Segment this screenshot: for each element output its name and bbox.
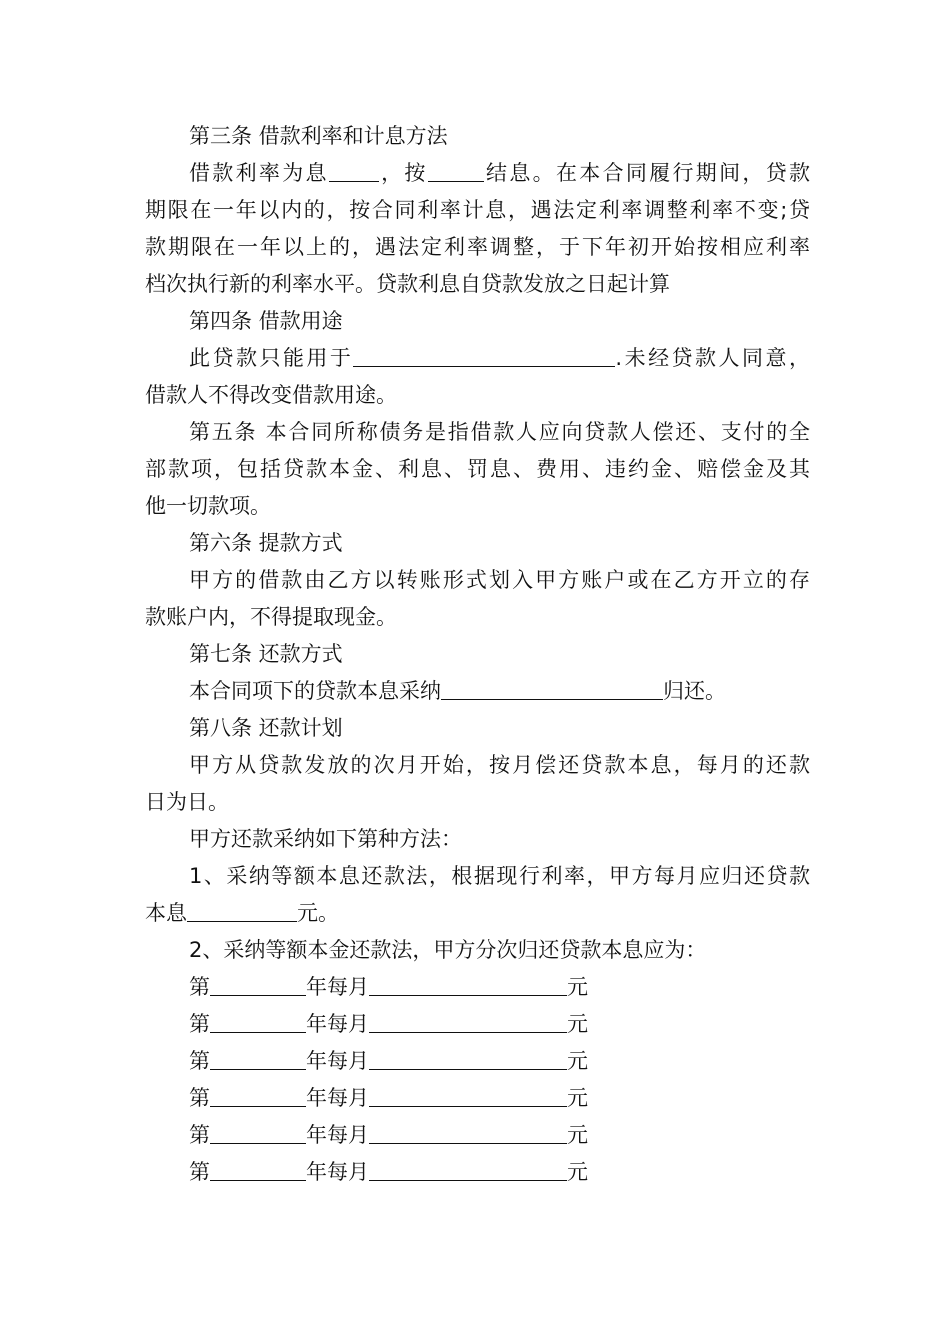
article-6-title: 第六条 提款方式 [189,531,343,555]
schedule-row: 第 年每月 元 [189,1086,588,1110]
amount-blank [369,1011,567,1033]
year-blank [210,1159,306,1181]
article-8-line-2: 日为日。 [145,790,229,814]
article-4-line-2: 借款人不得改变借款用途。 [145,383,397,407]
amount-blank [369,974,567,996]
article-7-title: 第七条 还款方式 [189,642,343,666]
year-blank [210,1011,306,1033]
article-6-line-1: 甲方的借款由乙方以转账形式划入甲方账户或在乙方开立的存 [189,568,810,592]
document-page [145,118,810,1191]
schedule-row: 第 年每月 元 [189,1049,588,1073]
settlement-period-blank [428,160,484,182]
method-1-line-1: 1、采纳等额本息还款法，根据现行利率，甲方每月应归还贷款 [189,864,810,888]
interest-rate-blank [329,160,379,182]
amount-blank [369,1048,567,1070]
article-4-title: 第四条 借款用途 [189,309,343,333]
repayment-method-blank [441,678,663,700]
amount-blank [369,1159,567,1181]
monthly-amount-blank [187,900,297,922]
year-blank [210,1085,306,1107]
method-1-line-2: 本息 元。 [145,901,339,925]
article-8-method: 甲方还款采纳如下第种方法： [189,827,462,851]
repayment-schedule [145,969,810,1191]
schedule-row: 第 年每月 元 [189,975,588,999]
article-5-line-1: 第五条 本合同所称债务是指借款人应向贷款人偿还、支付的全 [189,420,810,444]
article-3-line-4: 档次执行新的利率水平。贷款利息自贷款发放之日起计算 [145,272,670,296]
article-7-line-1: 本合同项下的贷款本息采纳 归还。 [189,679,726,703]
article-4-line-1: 此贷款只能用于 .未经贷款人同意， [189,346,810,370]
article-5-line-2: 部款项，包括贷款本金、利息、罚息、费用、违约金、赔偿金及其 [145,457,810,481]
schedule-row: 第 年每月 元 [189,1160,588,1184]
article-3-title: 第三条 借款利率和计息方法 [189,124,448,148]
schedule-row: 第 年每月 元 [189,1012,588,1036]
loan-purpose-blank [353,345,615,367]
schedule-row: 第 年每月 元 [189,1123,588,1147]
article-3-line-2: 期限在一年以内的，按合同利率计息，遇法定利率调整利率不变;贷 [145,198,810,222]
article-8-title: 第八条 还款计划 [189,716,343,740]
year-blank [210,1048,306,1070]
amount-blank [369,1085,567,1107]
year-blank [210,974,306,996]
amount-blank [369,1122,567,1144]
article-5-line-3: 他一切款项。 [145,494,271,518]
article-3-line-1: 借款利率为息 ，按 结息。在本合同履行期间，贷款 [189,161,811,185]
article-6-line-2: 款账户内，不得提取现金。 [145,605,397,629]
method-2-line: 2、采纳等额本金还款法，甲方分次归还贷款本息应为： [189,938,707,962]
article-3-line-3: 款期限在一年以上的，遇法定利率调整，于下年初开始按相应利率 [145,235,810,259]
year-blank [210,1122,306,1144]
article-8-line-1: 甲方从贷款发放的次月开始，按月偿还贷款本息，每月的还款 [189,753,810,777]
